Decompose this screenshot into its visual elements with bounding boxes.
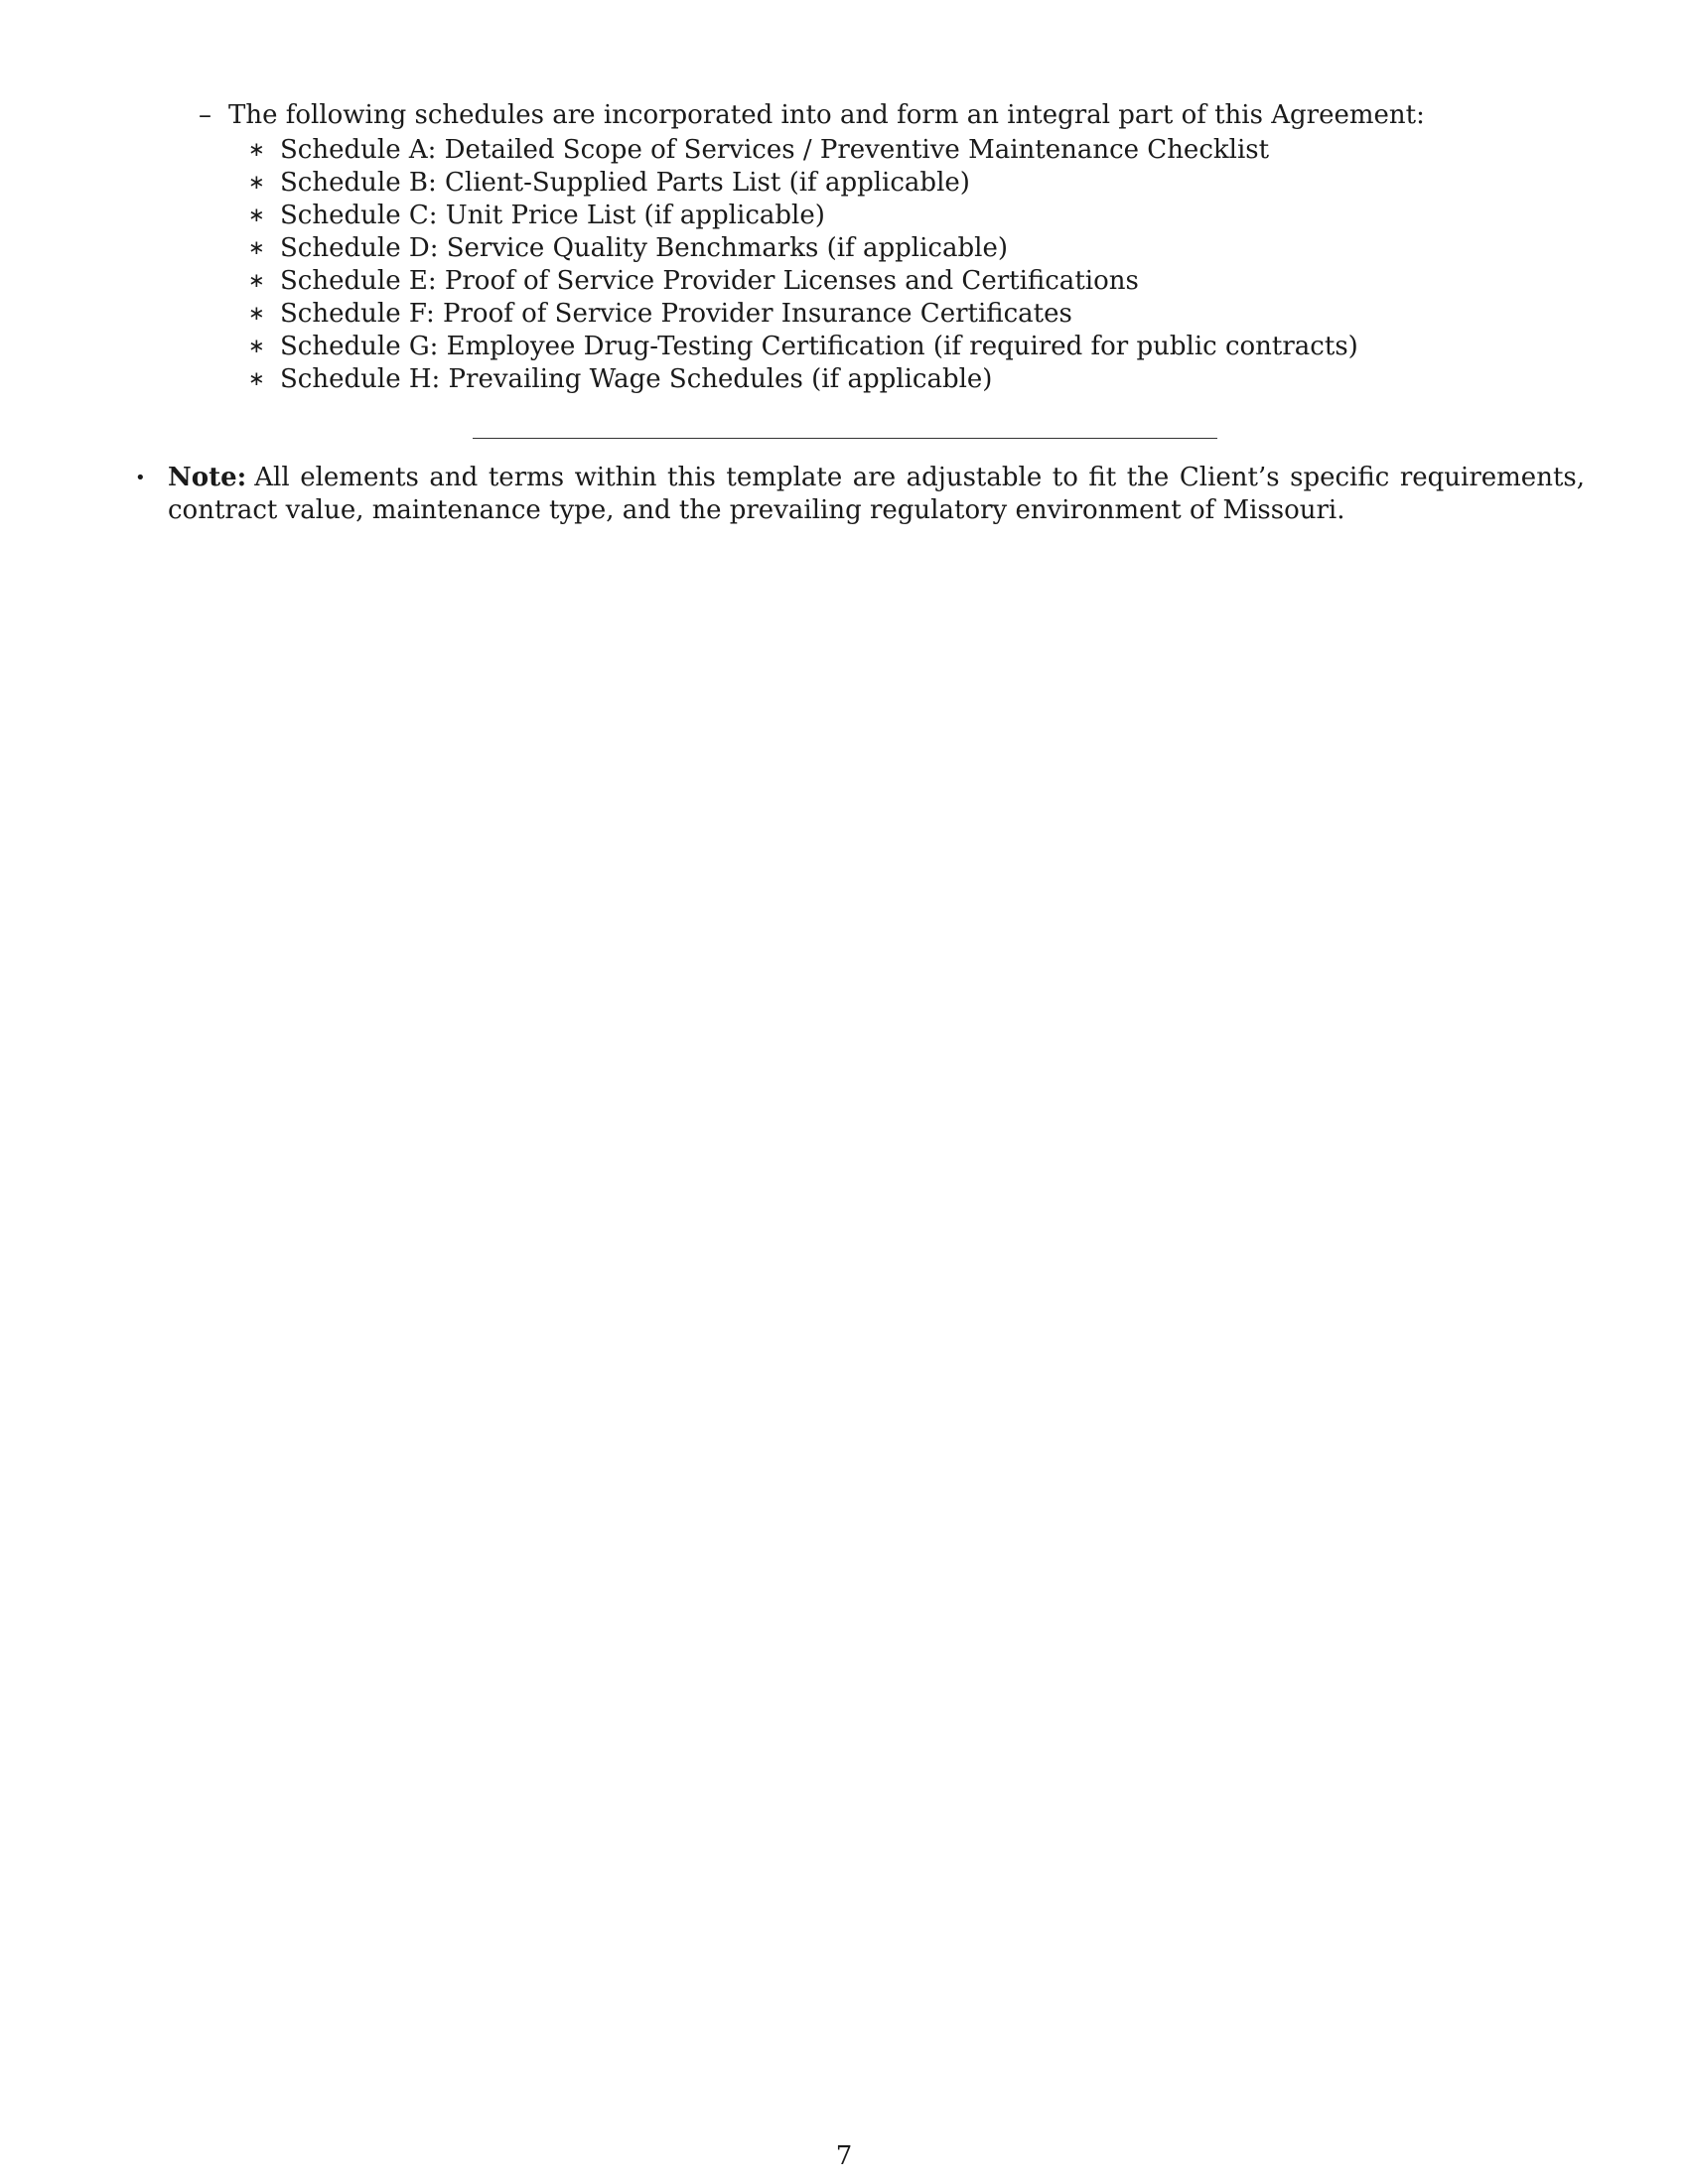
asterisk-marker: ∗: [248, 203, 265, 226]
schedule-item: [248, 264, 1358, 297]
page-number: 7: [835, 2141, 853, 2171]
schedule-item: [248, 362, 1358, 395]
schedule-item: [248, 231, 1358, 264]
horizontal-divider: [473, 438, 1217, 439]
asterisk-marker: ∗: [248, 334, 265, 357]
schedule-item-text: Schedule D: Service Quality Benchmarks (if applicable): [280, 233, 1008, 263]
note-label: Note:: [168, 463, 247, 492]
schedule-item-text: Schedule B: Client-Supplied Parts List (if applicable): [280, 168, 970, 198]
note-text: All elements and terms within this template are adjustable to fit the Client’s specific requirements, contract value, maintenance type, and the prevailing regulatory environment of Missouri.: [168, 463, 1585, 525]
schedule-item: [248, 133, 1358, 166]
asterisk-marker: ∗: [248, 137, 265, 161]
asterisk-marker: ∗: [248, 366, 265, 390]
bullet-marker: •: [135, 468, 146, 488]
schedule-item: [248, 199, 1358, 231]
schedule-item: [248, 330, 1358, 362]
schedule-item-text: Schedule G: Employee Drug-Testing Certification (if required for public contracts): [280, 332, 1358, 361]
schedule-item: [248, 166, 1358, 199]
schedule-item-text: Schedule A: Detailed Scope of Services / Preventive Maintenance Checklist: [280, 135, 1270, 165]
dash-marker: –: [199, 100, 211, 130]
asterisk-marker: ∗: [248, 301, 265, 325]
schedule-item-text: Schedule C: Unit Price List (if applicable): [280, 201, 825, 230]
asterisk-marker: ∗: [248, 235, 265, 259]
asterisk-marker: ∗: [248, 170, 265, 194]
schedule-list: [248, 133, 1358, 395]
note-paragraph: [168, 462, 1585, 527]
schedule-item-text: Schedule E: Proof of Service Provider Licenses and Certifications: [280, 266, 1139, 296]
schedules-intro-text: The following schedules are incorporated into and form an integral part of this Agreement:: [228, 100, 1425, 130]
asterisk-marker: ∗: [248, 268, 265, 292]
schedules-intro: [199, 99, 1425, 132]
schedule-item-text: Schedule F: Proof of Service Provider Insurance Certificates: [280, 299, 1072, 329]
schedule-item: [248, 297, 1358, 330]
schedule-item-text: Schedule H: Prevailing Wage Schedules (if applicable): [280, 364, 993, 394]
